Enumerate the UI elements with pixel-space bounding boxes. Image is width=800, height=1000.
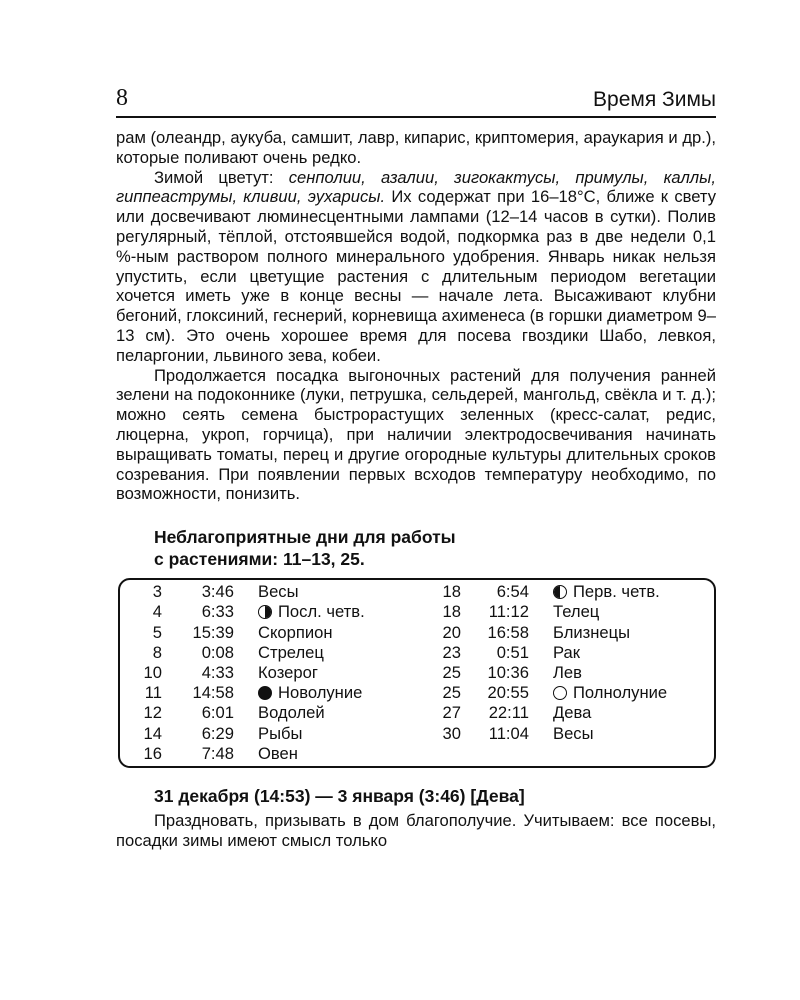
paragraph-3: Продолжается посадка выгоночных растений для получения ранней зелени на подоконнике (луки, петрушка, сельдерей, мангольд, свёкла и т. д.); можно сеять семена быстрорастущих зеленных (кресс-салат, редис, люцерна, укроп, горчица), при наличии электродосвечивания начинать выращивать томаты, перец и другие огородные культуры длительных сроков созревания. При появлении первых всходов температуру необходимо, по возможности, понизить. <box>116 365 716 504</box>
row-day: 12 <box>143 703 162 723</box>
row-sign: Скорпион <box>258 622 333 642</box>
row-day: 3 <box>152 582 162 602</box>
page-number: 8 <box>116 85 128 111</box>
row-time: 4:33 <box>201 662 234 682</box>
row-time: 0:51 <box>496 642 529 662</box>
row-sign-cell <box>234 643 324 663</box>
moon-table-left-column <box>120 582 417 764</box>
row-sign-cell <box>234 623 333 643</box>
moon-table-row <box>120 663 417 683</box>
row-sign-cell <box>529 683 667 703</box>
row-sign: Близнецы <box>553 622 631 642</box>
section-body <box>116 811 716 851</box>
row-day: 27 <box>442 703 461 723</box>
row-sign: Весы <box>553 723 594 743</box>
moon-table-row <box>417 723 714 743</box>
row-sign: Стрелец <box>258 642 324 662</box>
row-sign-cell <box>234 744 298 764</box>
row-sign: Дева <box>553 703 592 723</box>
row-time: 7:48 <box>201 743 234 763</box>
row-time: 6:54 <box>496 582 529 602</box>
row-time: 6:01 <box>201 703 234 723</box>
moon-table-row <box>120 744 417 764</box>
row-sign: Перв. четв. <box>573 582 660 602</box>
moon-table-right-column <box>417 582 714 764</box>
row-time: 16:58 <box>487 622 529 642</box>
row-sign: Полнолуние <box>573 683 668 703</box>
unfavorable-days-heading <box>154 526 716 570</box>
row-sign: Рак <box>553 642 581 662</box>
moon-table-row <box>120 703 417 723</box>
row-sign-cell <box>529 703 591 723</box>
page-header <box>116 82 716 118</box>
row-day: 18 <box>442 582 461 602</box>
moon-table-row <box>120 623 417 643</box>
row-sign-cell <box>234 724 302 744</box>
row-time: 20:55 <box>487 683 529 703</box>
moon-table-row <box>120 643 417 663</box>
row-time: 11:04 <box>488 723 529 743</box>
row-sign-cell <box>529 602 599 622</box>
row-day: 20 <box>442 622 461 642</box>
unfavorable-days-line-1: Неблагоприятные дни для работы <box>154 527 456 548</box>
row-sign: Овен <box>258 743 298 763</box>
row-sign: Посл. четв. <box>278 602 365 622</box>
row-sign-cell <box>529 724 594 744</box>
moon-table-row <box>417 582 714 602</box>
running-title: Время Зимы <box>593 88 716 111</box>
row-day: 25 <box>442 683 461 703</box>
row-time: 22:11 <box>488 703 529 723</box>
row-day: 16 <box>143 743 162 763</box>
row-sign-cell <box>234 602 365 622</box>
moon-table-row <box>417 623 714 643</box>
row-day: 4 <box>152 602 162 622</box>
row-time: 10:36 <box>487 662 529 682</box>
row-time: 15:39 <box>192 622 234 642</box>
moon-table-row <box>120 582 417 602</box>
moon-table-row <box>120 683 417 703</box>
unfavorable-days-line-2: с растениями: 11–13, 25. <box>154 549 365 570</box>
row-day: 8 <box>152 642 162 662</box>
row-sign: Козерог <box>258 662 318 682</box>
paragraph-1: рам (олеандр, аукуба, самшит, лавр, кипарис, криптомерия, араукария и др.), которые поливают очень редко. <box>116 128 716 167</box>
row-sign-cell <box>529 582 660 602</box>
body-text <box>116 128 716 504</box>
row-day: 10 <box>143 662 162 682</box>
row-time: 11:12 <box>488 602 529 622</box>
moon-table-row <box>417 602 714 622</box>
row-time: 0:08 <box>201 642 234 662</box>
row-day: 5 <box>152 622 162 642</box>
moon-table-row <box>417 703 714 723</box>
paragraph-2-intro: Зимой цветут: <box>154 167 289 187</box>
row-sign-cell <box>529 663 582 683</box>
moon-new-icon <box>258 686 272 700</box>
row-time: 14:58 <box>192 683 234 703</box>
moon-table-row <box>417 643 714 663</box>
row-day: 18 <box>442 602 461 622</box>
row-sign-cell <box>234 683 362 703</box>
row-sign: Водолей <box>258 703 325 723</box>
row-day: 30 <box>442 723 461 743</box>
row-sign-cell <box>234 663 318 683</box>
row-time: 6:29 <box>201 723 234 743</box>
book-page <box>116 82 716 850</box>
section-title: 31 декабря (14:53) — 3 января (3:46) [Дева] <box>154 785 525 806</box>
row-time: 6:33 <box>201 602 234 622</box>
row-sign: Лев <box>553 662 582 682</box>
row-sign-cell <box>234 582 299 602</box>
section-text: Праздновать, призывать в дом благополучие. Учитываем: все посевы, посадки зимы имеют смысл только <box>116 810 716 850</box>
row-sign-cell <box>529 643 580 663</box>
row-sign-cell <box>234 703 325 723</box>
row-sign: Новолуние <box>278 683 363 703</box>
row-day: 11 <box>144 683 162 703</box>
moon-last-icon <box>258 605 272 619</box>
moon-table-row <box>120 602 417 622</box>
moon-table-row <box>417 663 714 683</box>
row-sign: Рыбы <box>258 723 303 743</box>
row-sign: Весы <box>258 582 299 602</box>
row-sign: Телец <box>553 602 600 622</box>
paragraph-2-rest: Их содержат при 16–18°С, ближе к свету или досвечивают люминесцентными лампами (12–14 часов в сутки). Полив регулярный, тёплой, отстоявшейся водой, подкормка раз в две недели 0,1 %-ным раствором полного минерального удобрения. Январь никак нельзя упустить, если цветущие растения с длительным периодом вегетации хочется иметь уже в конце весны — начале лета. Высаживают клубни бегоний, глоксиний, геснерий, корневища ахименеса (в горшки диаметром 9–13 см). Это очень хорошее время для посева гвоздики Шабо, левкоя, пеларгонии, львиного зева, кобеи. <box>116 187 717 365</box>
moon-first-icon <box>553 585 567 599</box>
paragraph-2-flowers: сенполии, азалии, зигокактусы, примулы, каллы, гиппеаструмы, кливии, эухарисы. <box>116 167 716 207</box>
moon-table-row <box>417 683 714 703</box>
row-day: 23 <box>442 642 461 662</box>
paragraph-2 <box>116 168 716 366</box>
row-sign-cell <box>529 623 630 643</box>
moon-calendar-table <box>118 578 716 768</box>
row-day: 25 <box>442 662 461 682</box>
row-time: 3:46 <box>201 582 234 602</box>
row-day: 14 <box>143 723 162 743</box>
moon-table-row <box>120 723 417 743</box>
moon-full-icon <box>553 686 567 700</box>
